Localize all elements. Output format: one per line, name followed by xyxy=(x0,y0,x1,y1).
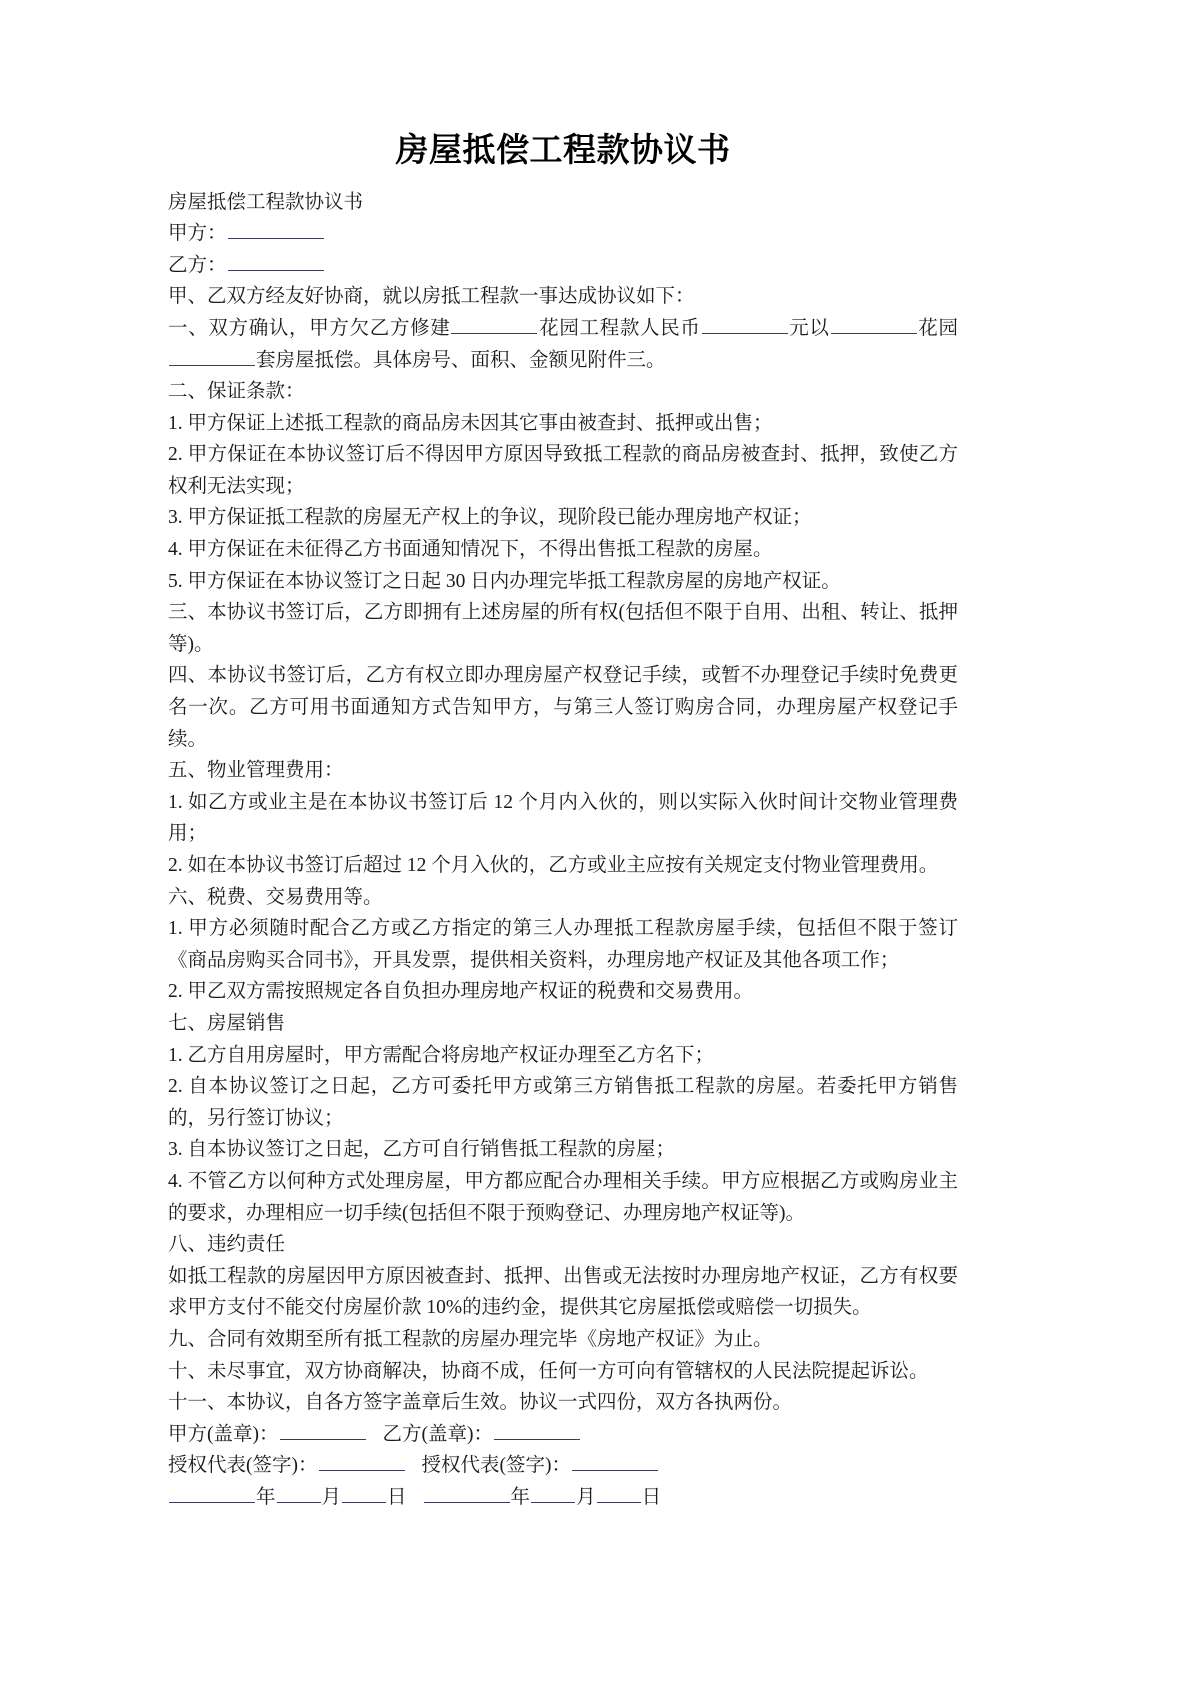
clause-7-heading: 七、房屋销售 xyxy=(168,1012,286,1034)
date-b-day-label: 日 xyxy=(641,1486,662,1508)
page-title: 房屋抵偿工程款协议书 xyxy=(395,130,731,169)
date-b-year-blank[interactable] xyxy=(424,1483,510,1503)
clause-7-item-3: 3. 自本协议签订之日起，乙方可自行销售抵工程款的房屋； xyxy=(168,1139,676,1161)
signature-block xyxy=(168,1419,958,1514)
clause-6-heading: 六、税费、交易费用等。 xyxy=(168,886,383,908)
date-line xyxy=(168,1482,958,1514)
clause-11: 十一、本协议，自各方签字盖章后生效。协议一式四份，双方各执两份。 xyxy=(168,1392,793,1414)
date-a-month-label: 月 xyxy=(321,1486,342,1508)
clause-2-item-5: 5. 甲方保证在本协议签订之日起 30 日内办理完毕抵工程款房屋的房地产权证。 xyxy=(168,570,841,592)
clause-5-item-2: 2. 如在本协议书签订后超过 12 个月入伙的，乙方或业主应按有关规定支付物业管理费用。 xyxy=(168,855,939,877)
party-a-seal-label: 甲方(盖章)： xyxy=(168,1423,279,1445)
clause-6-item-1: 1. 甲方必须随时配合乙方或乙方指定的第三人办理抵工程款房屋手续，包括但不限于签订《商品房购买合同书》，开具发票，提供相关资料，办理房地产权证及其他各项工作； xyxy=(168,918,958,971)
rep-b-blank[interactable] xyxy=(572,1452,658,1472)
heading-repeat: 房屋抵偿工程款协议书 xyxy=(168,191,364,213)
clause-10: 十、未尽事宜，双方协商解决，协商不成，任何一方可向有管辖权的人民法院提起诉讼。 xyxy=(168,1360,929,1382)
clause-7-item-4: 4. 不管乙方以何种方式处理房屋，甲方都应配合办理相关手续。甲方应根据乙方或购房业主的要求，办理相应一切手续(包括但不限于预购登记、办理房地产权证等)。 xyxy=(168,1170,958,1224)
clause-5-item-1: 1. 如乙方或业主是在本协议书签订后 12 个月内入伙的，则以实际入伙时间计交物业管理费用； xyxy=(168,791,958,845)
party-a-label: 甲方： xyxy=(168,223,227,245)
date-a-day-label: 日 xyxy=(387,1486,407,1508)
rep-a-blank[interactable] xyxy=(319,1452,405,1472)
date-b-year-label: 年 xyxy=(510,1486,531,1508)
clause-8-body: 如抵工程款的房屋因甲方原因被查封、抵押、出售或无法按时办理房地产权证，乙方有权要求甲方支付不能交付房屋价款 10%的违约金，提供其它房屋抵偿或赔偿一切损失。 xyxy=(168,1265,958,1319)
clause-1-seg3: 元以 xyxy=(788,317,830,339)
party-b-label: 乙方： xyxy=(168,254,227,276)
clause-2-heading: 二、保证条款： xyxy=(168,381,305,403)
clause-4: 四、本协议书签订后，乙方有权立即办理房屋产权登记手续，或暂不办理登记手续时免费更名一次。乙方可用书面通知方式告知甲方，与第三人签订购房合同，办理房屋产权登记手续。 xyxy=(168,665,958,750)
clause-1-blank-4[interactable] xyxy=(169,346,255,366)
date-a-year-blank[interactable] xyxy=(169,1483,255,1503)
page-content xyxy=(168,128,958,1513)
clause-1-seg2: 花园工程款人民币 xyxy=(538,317,701,339)
party-b-line xyxy=(168,250,958,282)
clause-2-item-4: 4. 甲方保证在未征得乙方书面通知情况下，不得出售抵工程款的房屋。 xyxy=(168,539,773,561)
rep-a-label: 授权代表(签字)： xyxy=(168,1455,318,1477)
clause-7-item-2: 2. 自本协议签订之日起，乙方可委托甲方或第三方销售抵工程款的房屋。若委托甲方销售的，另行签订协议； xyxy=(168,1076,958,1129)
clause-2-item-1: 1. 甲方保证上述抵工程款的商品房未因其它事由被查封、抵押或出售； xyxy=(168,412,773,434)
clause-1-blank-3[interactable] xyxy=(831,314,917,334)
clause-2-item-2: 2. 甲方保证在本协议签订后不得因甲方原因导致抵工程款的商品房被查封、抵押，致使乙方权利无法实现； xyxy=(168,444,958,497)
representative-line xyxy=(168,1450,958,1482)
clause-1-lead: 一、双方确认，甲方欠乙方修建 xyxy=(168,317,451,339)
document-body xyxy=(168,187,958,1514)
date-b-day-blank[interactable] xyxy=(597,1483,641,1503)
date-b-month-label: 月 xyxy=(576,1486,596,1508)
clause-3: 三、本协议书签订后，乙方即拥有上述房屋的所有权(包括但不限于自用、出租、转让、抵押等)。 xyxy=(168,602,958,655)
party-b-seal-label: 乙方(盖章)： xyxy=(382,1423,493,1445)
clause-6-item-2: 2. 甲乙双方需按照规定各自负担办理房地产权证的税费和交易费用。 xyxy=(168,981,754,1003)
clause-9: 九、合同有效期至所有抵工程款的房屋办理完毕《房地产权证》为止。 xyxy=(168,1328,773,1350)
date-a-year-label: 年 xyxy=(256,1486,276,1508)
clause-7-item-1: 1. 乙方自用房屋时，甲方需配合将房地产权证办理至乙方名下； xyxy=(168,1044,715,1066)
clause-1-seg5: 套房屋抵偿。具体房号、面积、金额见附件三。 xyxy=(256,349,666,371)
party-a-seal-blank[interactable] xyxy=(280,1420,366,1440)
date-b-month-blank[interactable] xyxy=(531,1483,575,1503)
party-a-line xyxy=(168,218,958,250)
clause-1-blank-2[interactable] xyxy=(702,314,788,334)
clause-1 xyxy=(168,313,958,376)
seal-line xyxy=(168,1419,958,1451)
party-b-blank[interactable] xyxy=(228,251,324,271)
clause-8-heading: 八、违约责任 xyxy=(168,1234,286,1256)
party-a-blank[interactable] xyxy=(228,220,324,240)
rep-b-label: 授权代表(签字)： xyxy=(421,1455,571,1477)
clause-1-blank-1[interactable] xyxy=(451,314,537,334)
preamble: 甲、乙双方经友好协商，就以房抵工程款一事达成协议如下： xyxy=(168,286,695,308)
clause-5-heading: 五、物业管理费用： xyxy=(168,760,344,782)
date-a-day-blank[interactable] xyxy=(342,1483,386,1503)
clause-1-seg4: 花园 xyxy=(917,317,958,339)
date-a-month-blank[interactable] xyxy=(277,1483,321,1503)
clause-2-item-3: 3. 甲方保证抵工程款的房屋无产权上的争议，现阶段已能办理房地产权证； xyxy=(168,507,812,529)
party-b-seal-blank[interactable] xyxy=(494,1420,580,1440)
